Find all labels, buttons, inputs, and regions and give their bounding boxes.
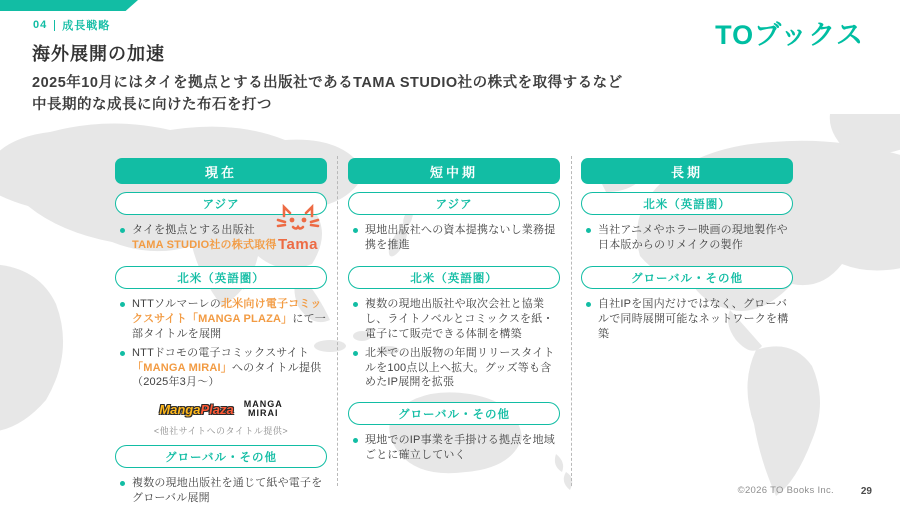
tama-cat-icon xyxy=(276,204,320,232)
bullet-dot-icon xyxy=(353,228,358,233)
list-item: 自社IPを国内だけではなく、グローバルで同時展開可能なネットワークを構築 xyxy=(581,297,793,341)
bullet-dot-icon xyxy=(586,228,591,233)
column-separator xyxy=(337,156,338,486)
kicker-divider xyxy=(54,20,55,31)
bullet-dot-icon xyxy=(586,302,591,307)
column-separator xyxy=(571,156,572,486)
bullet-dot-icon xyxy=(353,438,358,443)
bullet-dot-icon xyxy=(120,481,125,486)
region-pill-global: グローバル・その他 xyxy=(581,266,793,289)
column-long-term xyxy=(581,158,793,346)
tama-studio-logo xyxy=(271,204,325,252)
column-header: 現在 xyxy=(115,158,327,184)
bullet-dot-icon xyxy=(120,351,125,356)
kicker-label: 成長戦略 xyxy=(62,20,111,32)
section-kicker xyxy=(33,17,110,33)
bullet-dot-icon xyxy=(120,302,125,307)
list-item: 現地出版社への資本提携ないし業務提携を推進 xyxy=(348,223,560,252)
list-item: 北米での出版物の年間リリースタイトルを100点以上へ拡大。グッズ等も含めたIP展開を拡張 xyxy=(348,346,560,390)
tama-wordmark: Tama xyxy=(277,236,319,253)
list-item: 現地でのIP事業を手掛ける拠点を地域ごとに確立していく xyxy=(348,433,560,462)
bullet-dot-icon xyxy=(120,228,125,233)
bullet-dot-icon xyxy=(353,351,358,356)
list-item: 当社アニメやホラー映画の現地製作や日本版からのリメイクの製作 xyxy=(581,223,793,252)
subtitle-line-1: 2025年10月にはタイを拠点とする出版社であるTAMA STUDIO社の株式を取得するなど xyxy=(32,75,623,91)
corner-accent-strip xyxy=(0,0,138,11)
region-pill-asia: アジア xyxy=(115,192,327,215)
footer-copyright: ©2026 TO Books Inc. xyxy=(737,485,834,496)
partner-logos-caption: <他社サイトへのタイトル提供> xyxy=(153,426,289,436)
region-pill-asia: アジア xyxy=(348,192,560,215)
column-present xyxy=(115,158,327,510)
region-pill-north-america: 北米（英語圏） xyxy=(581,192,793,215)
partner-logos xyxy=(115,398,327,420)
list-item: 複数の現地出版社を通じて紙や電子をグローバル展開 xyxy=(115,476,327,505)
kicker-number: 04 xyxy=(33,19,48,31)
column-header: 長期 xyxy=(581,158,793,184)
footer-page-number: 29 xyxy=(860,486,872,497)
region-pill-north-america: 北米（英語圏） xyxy=(115,266,327,289)
column-short-mid-term xyxy=(348,158,560,467)
page-title: 海外展開の加速 xyxy=(32,44,165,64)
list-item: 複数の現地出版社や取次会社と協業し、ライトノベルとコミックスを紙・電子にて販売できる体制を構築 xyxy=(348,297,560,341)
region-pill-north-america: 北米（英語圏） xyxy=(348,266,560,289)
region-pill-global: グローバル・その他 xyxy=(115,445,327,468)
page-subtitle xyxy=(32,72,623,116)
column-header: 短中期 xyxy=(348,158,560,184)
manga-plaza-logo: MangaPlaza xyxy=(159,401,234,417)
company-logo: TOブックス xyxy=(715,20,864,50)
list-item: タイを拠点とする出版社 TAMA STUDIO社の株式取得 xyxy=(115,223,327,252)
manga-mirai-logo: MANGA MIRAI xyxy=(243,398,283,418)
subtitle-line-2: 中長期的な成長に向けた布石を打つ xyxy=(32,97,272,114)
bullet-dot-icon xyxy=(353,302,358,307)
region-pill-global: グローバル・その他 xyxy=(348,402,560,425)
list-item: NTTソルマーレの北米向け電子コミックスサイト「MANGA PLAZA」にて一部タイトルを展開 xyxy=(115,297,327,341)
list-item: NTTドコモの電子コミックスサイト「MANGA MIRAI」へのタイトル提供（2025年3月〜） xyxy=(115,346,327,390)
